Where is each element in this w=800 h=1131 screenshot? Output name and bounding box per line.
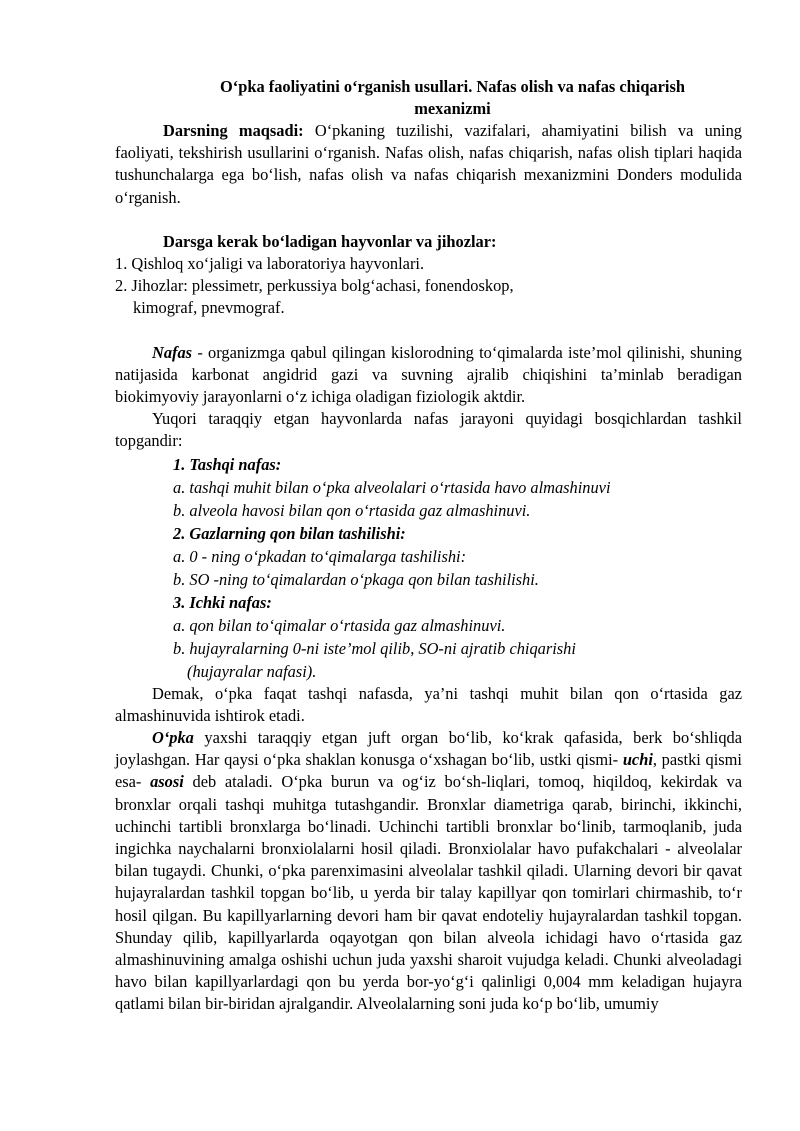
stage-3-b-cont: (hujayralar nafasi). bbox=[187, 661, 317, 681]
title-line-2: mexanizmi bbox=[414, 99, 491, 118]
stage-1-a: a. tashqi muhit bilan o‘pka alveolalari o‘rtasida havo almashinuvi bbox=[173, 477, 611, 497]
document-page bbox=[115, 76, 742, 1016]
demak-paragraph: Demak, o‘pka faqat tashqi nafasda, ya’ni tashqi muhit bilan qon o‘rtasida gaz almashinuvida ishtirok etadi. bbox=[115, 683, 742, 725]
goal-label: Darsning maqsadi: bbox=[163, 121, 304, 140]
stages-intro: Yuqori taraqqiy etgan hayvonlarda nafas jarayoni quyidagi bosqichlardan tashkil topgandir: bbox=[115, 409, 742, 451]
stage-3-a: a. qon bilan to‘qimalar o‘rtasida gaz almashinuvi. bbox=[173, 615, 506, 635]
spacer bbox=[115, 320, 742, 342]
opka-text-1: yaxshi taraqqiy etgan juft organ bo‘lib, ko‘krak qafasida, berk bo‘shliqda joylashgan. Har qaysi o‘pka shaklan konusga o‘xshagan bo‘lib, ustki qismi- bbox=[115, 728, 742, 770]
opka-paragraph bbox=[115, 727, 742, 1016]
nafas-text: organizmga qabul qilingan kislorodning to‘qimalarda iste’mol qilinishi, shuning natijasida karbonat angidrid gazi va suvning ajralib chiqishini ta’minlab beradigan biokimyoviy jarayonlarni o‘z ichiga oladigan fiziologik aktdir. bbox=[115, 342, 743, 407]
equipment-item-2-cont: kimograf, pnevmograf. bbox=[133, 298, 285, 318]
stage-1-b: b. alveola havosi bilan qon o‘rtasida gaz almashinuvi. bbox=[173, 500, 531, 520]
stage-3-title: 3. Ichki nafas: bbox=[173, 592, 272, 612]
title-line-1: O‘pka faoliyatini o‘rganish usullari. Nafas olish va nafas chiqarish bbox=[220, 77, 685, 96]
nafas-dash: - bbox=[192, 342, 209, 362]
equipment-item-2: 2. Jihozlar: plessimetr, perkussiya bolg‘achasi, fonendoskop, bbox=[115, 276, 514, 296]
page-title bbox=[163, 76, 742, 120]
stage-2-a: a. 0 - ning o‘pkadan to‘qimalarga tashilishi: bbox=[173, 546, 467, 566]
equipment-item-1: 1. Qishloq xo‘jaligi va laboratoriya hayvonlari. bbox=[115, 254, 425, 274]
spacer bbox=[115, 209, 742, 231]
uchi-term: uchi bbox=[622, 750, 653, 770]
stage-2-title: 2. Gazlarning qon bilan tashilishi: bbox=[173, 523, 406, 543]
stages-list bbox=[115, 453, 742, 683]
nafas-term: Nafas bbox=[152, 342, 193, 362]
nafas-definition bbox=[115, 342, 742, 409]
asosi-term: asosi bbox=[150, 772, 184, 792]
goal-paragraph bbox=[115, 120, 742, 209]
opka-text-3: deb ataladi. O‘pka burun va og‘iz bo‘sh-liqlari, tomoq, hiqildoq, kekirdak va bronxlar orqali tashqi muhitga tutashgandir. Bronxlar diametriga qarab, birinchi, ikkinchi, uchinchi tartibli bronxlarga bo‘linadi. Uchinchi tartibli bronxlar bo‘linib, tarmoqlanib, juda ingichka naychalarni bronxiolalarni hosil qiladi. Bronxiolalar havo pufakchalari - alveolalar bilan tugaydi. Chunki, o‘pka parenximasini alveolalar tashkil qiladi. Ularning devori bir qavat hujayralardan tashkil topgan bo‘lib, u yerda bir talay kapillyar qon tomirlari chirmashib, to‘r hosil qilgan. Bu kapillyarlarning devori ham bir qavat endoteliy hujayralardan tashkil topgan. Shunday qilib, kapillyarlarda oqayotgan qon bilan alveola ichidagi havo o‘rtasida gaz almashinuvining amalga oshishi uchun juda yaxshi sharoit vujudga keladi. Chunki alveoladagi havo bilan kapillyarlardagi qon bu yerda bor-yo‘g‘i qalinligi 0,004 mm keladigan hujayra qatlami bilan bir-biridan ajralgandir. Alveolalarning soni juda ko‘p bo‘lib, umumiy bbox=[115, 772, 742, 1014]
stage-3-b: b. hujayralarning 0-ni iste’mol qilib, SO-ni ajratib chiqarishi bbox=[173, 638, 576, 658]
opka-term: O‘pka bbox=[152, 728, 194, 748]
goal-text: O‘pkaning tuzilishi, vazifalari, ahamiyatini bilish va uning faoliyati, tekshirish usullarini o‘rganish. Nafas olish, nafas chiqarish, nafas olish tiplari haqida tushunchalarga ega bo‘lish, nafas olish va nafas chiqarish mexanizmini Donders modulida o‘rganish. bbox=[115, 121, 742, 207]
opka-text-2: , pastki qismi esa- bbox=[115, 750, 742, 792]
equipment-heading: Darsga kerak bo‘ladigan hayvonlar va jihozlar: bbox=[163, 231, 497, 251]
stage-1-title: 1. Tashqi nafas: bbox=[173, 454, 282, 474]
stage-2-b: b. SO -ning to‘qimalardan o‘pkaga qon bilan tashilishi. bbox=[173, 569, 539, 589]
